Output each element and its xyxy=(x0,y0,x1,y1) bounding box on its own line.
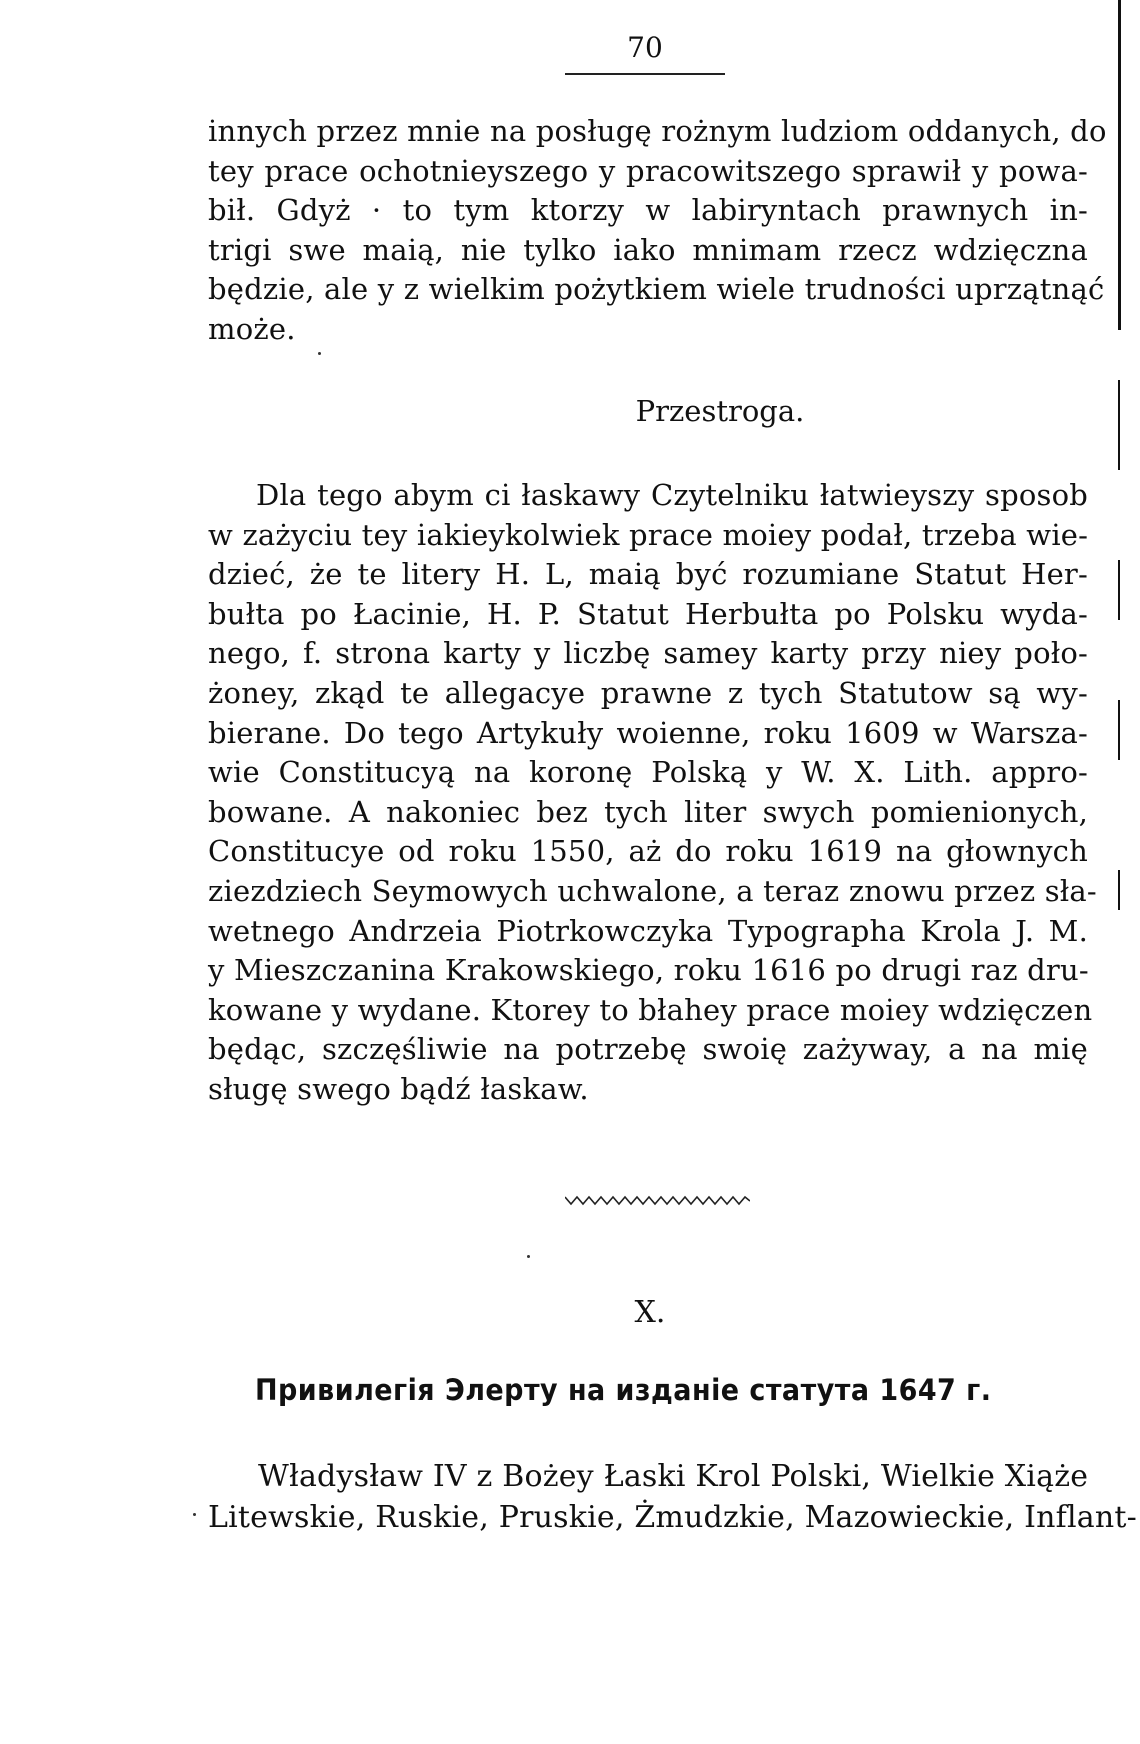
page-edge-line xyxy=(1118,700,1120,760)
text-line: bułta po Łacinie, H. P. Statut Herbułta po Polsku wyda- xyxy=(208,596,1088,631)
text-line: Constitucye od roku 1550, aż do roku 1619 na głownych xyxy=(208,834,1088,869)
text-line: dzieć, że te litery H. L, maią być rozumiane Statut Her- xyxy=(208,557,1088,592)
text-line: innych przez mnie na posługę rożnym ludziom oddanych, do xyxy=(208,114,1107,148)
page-number: 70 xyxy=(627,31,663,64)
text-line: nego, f. strona karty y liczbę samey karty przy niey poło- xyxy=(208,636,1088,671)
text-line: żoney, zkąd te allegacye prawne z tych Statutow są wy- xyxy=(208,675,1088,710)
paragraph-2 xyxy=(208,476,1097,1110)
page-edge-line xyxy=(1118,380,1120,470)
text-line: będzie, ale y z wielkim pożytkiem wiele trudności uprzątnąć xyxy=(208,272,1105,307)
section-title: Привилегія Элерту на изданіе статута 1647 г. xyxy=(255,1373,992,1407)
text-line: sługę swego bądź łaskaw. xyxy=(208,1071,589,1106)
page-edge-line xyxy=(1118,870,1120,910)
text-line: trigi swe maią, nie tylko iako mnimam rzecz wdzięczna xyxy=(208,232,1088,267)
text-line: Władysław IV z Bożey Łaski Krol Polski, Wielkie Xiąże xyxy=(258,1459,1089,1494)
text-line: tey prace ochotnieyszego y pracowitszego sprawił y powa- xyxy=(208,153,1088,188)
text-line: Litewskie, Ruskie, Pruskie, Żmudzkie, Mazowieckie, Inflant- xyxy=(208,1500,1137,1535)
paragraph-1 xyxy=(208,112,1107,350)
text-line: w zażyciu tey iakieykolwiek prace moiey podał, trzeba wie- xyxy=(208,517,1089,552)
text-line: może. xyxy=(208,311,296,346)
print-speck xyxy=(193,1513,196,1516)
text-line: kowane y wydane. Ktorey to błahey prace moiey wdzięczen xyxy=(208,992,1093,1027)
text-line: wie Constitucyą na koronę Polską y W. X. Lith. appro- xyxy=(208,755,1088,790)
text-line: bił. Gdyż · to tym ktorzy w labiryntach prawnych in- xyxy=(208,193,1088,228)
heading-przestroga: Przestroga. xyxy=(635,394,805,428)
page-edge-line xyxy=(1118,560,1120,620)
text-line: y Mieszczanina Krakowskiego, roku 1616 po drugi raz dru- xyxy=(208,953,1089,988)
page-number-rule xyxy=(565,73,725,75)
section-number: X. xyxy=(634,1295,666,1330)
text-line: wetnego Andrzeia Piotrkowczyka Typographa Krola J. M. xyxy=(208,913,1088,948)
text-line: bierane. Do tego Artykuły woienne, roku 1609 w Warsza- xyxy=(208,715,1088,750)
text-line: bowane. A nakoniec bez tych liter swych pomienionych, xyxy=(208,794,1088,829)
print-speck xyxy=(318,352,321,355)
page-edge-line xyxy=(1118,0,1121,330)
print-speck xyxy=(527,1255,530,1258)
text-line: ziezdziech Seymowych uchwalone, a teraz znowu przez sła- xyxy=(208,873,1097,908)
text-line: będąc, szczęśliwie na potrzebę swoię zażyway, a na mię xyxy=(208,1032,1088,1067)
text-line: Dla tego abym ci łaskawy Czytelniku łatwieyszy sposob xyxy=(256,478,1088,512)
paragraph-3 xyxy=(208,1456,1137,1538)
wavy-divider-ornament xyxy=(565,1193,750,1207)
